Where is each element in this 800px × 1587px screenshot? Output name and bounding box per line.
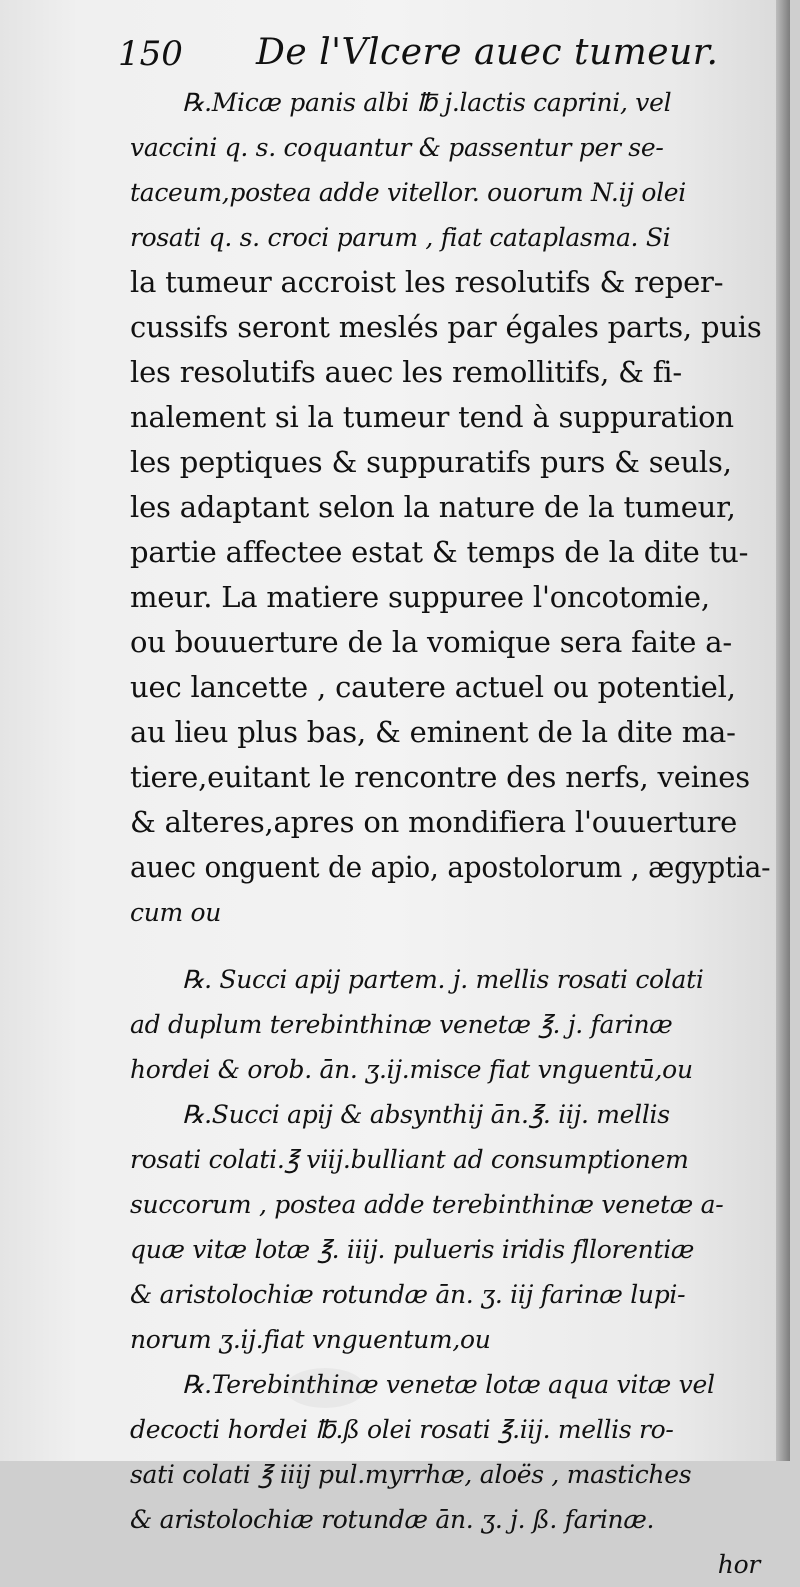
text-line: ou bouuerture de la vomique sera faite a- — [130, 625, 732, 659]
text-line: les resolutifs auec les remollitifs, & fi- — [130, 355, 682, 389]
text-line: ℞.Micæ panis albi ℔ j.lactis caprini, vel — [182, 88, 672, 117]
text-line: nalement si la tumeur tend à suppuration — [130, 400, 734, 434]
text-line: ℞. Succi apij partem. j. mellis rosati colati — [182, 965, 704, 994]
text-line: taceum,postea adde vitellor. ouorum N.ij olei — [130, 178, 686, 207]
text-line: rosati q. s. croci parum , fiat cataplasma. Si — [130, 223, 671, 252]
text-line: cussifs seront meslés par égales parts, puis — [130, 310, 762, 344]
text-line: hor — [717, 1550, 760, 1579]
text-line: ℞.Succi apij & absynthij ān.℥. iij. mellis — [182, 1100, 670, 1129]
text-line: quæ vitæ lotæ ℥. iiij. pulueris iridis fllorentiæ — [130, 1235, 695, 1264]
text-line: tiere,euitant le rencontre des nerfs, veines — [130, 760, 750, 794]
page-number: 150 — [118, 34, 183, 74]
text-line: uec lancette , cautere actuel ou potentiel, — [130, 670, 736, 704]
running-title: De l'Vlcere auec tumeur. — [256, 32, 719, 73]
text-line: les peptiques & suppuratifs purs & seuls, — [130, 445, 732, 479]
text-line: vaccini q. s. coquantur & passentur per se- — [130, 133, 664, 162]
text-line: partie affectee estat & temps de la dite tu- — [130, 535, 749, 569]
text-line: ℞.Terebinthinæ venetæ lotæ aqua vitæ vel — [182, 1370, 715, 1399]
text-line: auec onguent de apio, apostolorum , ægyptia- — [130, 850, 771, 884]
text-line: sati colati ℥ iiij pul.myrrhæ, aloës , mastiches — [130, 1460, 692, 1489]
text-line: rosati colati.℥ viij.bulliant ad consumptionem — [130, 1145, 689, 1174]
paper-stain — [285, 1368, 365, 1408]
text-line: les adaptant selon la nature de la tumeur, — [130, 490, 736, 524]
text-line: & alteres,apres on mondifiera l'ouuerture — [130, 805, 738, 839]
page-edge — [776, 0, 790, 1461]
text-line: au lieu plus bas, & eminent de la dite ma- — [130, 715, 736, 749]
text-line: norum ʒ.ij.fiat vnguentum,ou — [130, 1325, 491, 1354]
paragraph-gap — [130, 935, 770, 957]
text-line: & aristolochiæ rotundæ ān. ʒ. j. ß. farinæ. — [130, 1505, 655, 1534]
text-line: hordei & orob. ān. ʒ.ij.misce fiat vnguentū,ou — [130, 1055, 693, 1084]
text-line: & aristolochiæ rotundæ ān. ʒ. iij farinæ lupi- — [130, 1280, 686, 1309]
text-line: meur. La matiere suppuree l'oncotomie, — [130, 580, 710, 614]
text-line: succorum , postea adde terebinthinæ venetæ a- — [130, 1190, 724, 1219]
page-header — [118, 28, 758, 78]
text-line: decocti hordei ℔.ß olei rosati ℥.iij. mellis ro- — [130, 1415, 674, 1444]
text-line: cum ou — [130, 898, 222, 927]
text-line: la tumeur accroist les resolutifs & reper- — [130, 265, 724, 299]
text-block — [130, 80, 770, 1587]
text-line: ad duplum terebinthinæ venetæ ℥. j. farinæ — [130, 1010, 673, 1039]
